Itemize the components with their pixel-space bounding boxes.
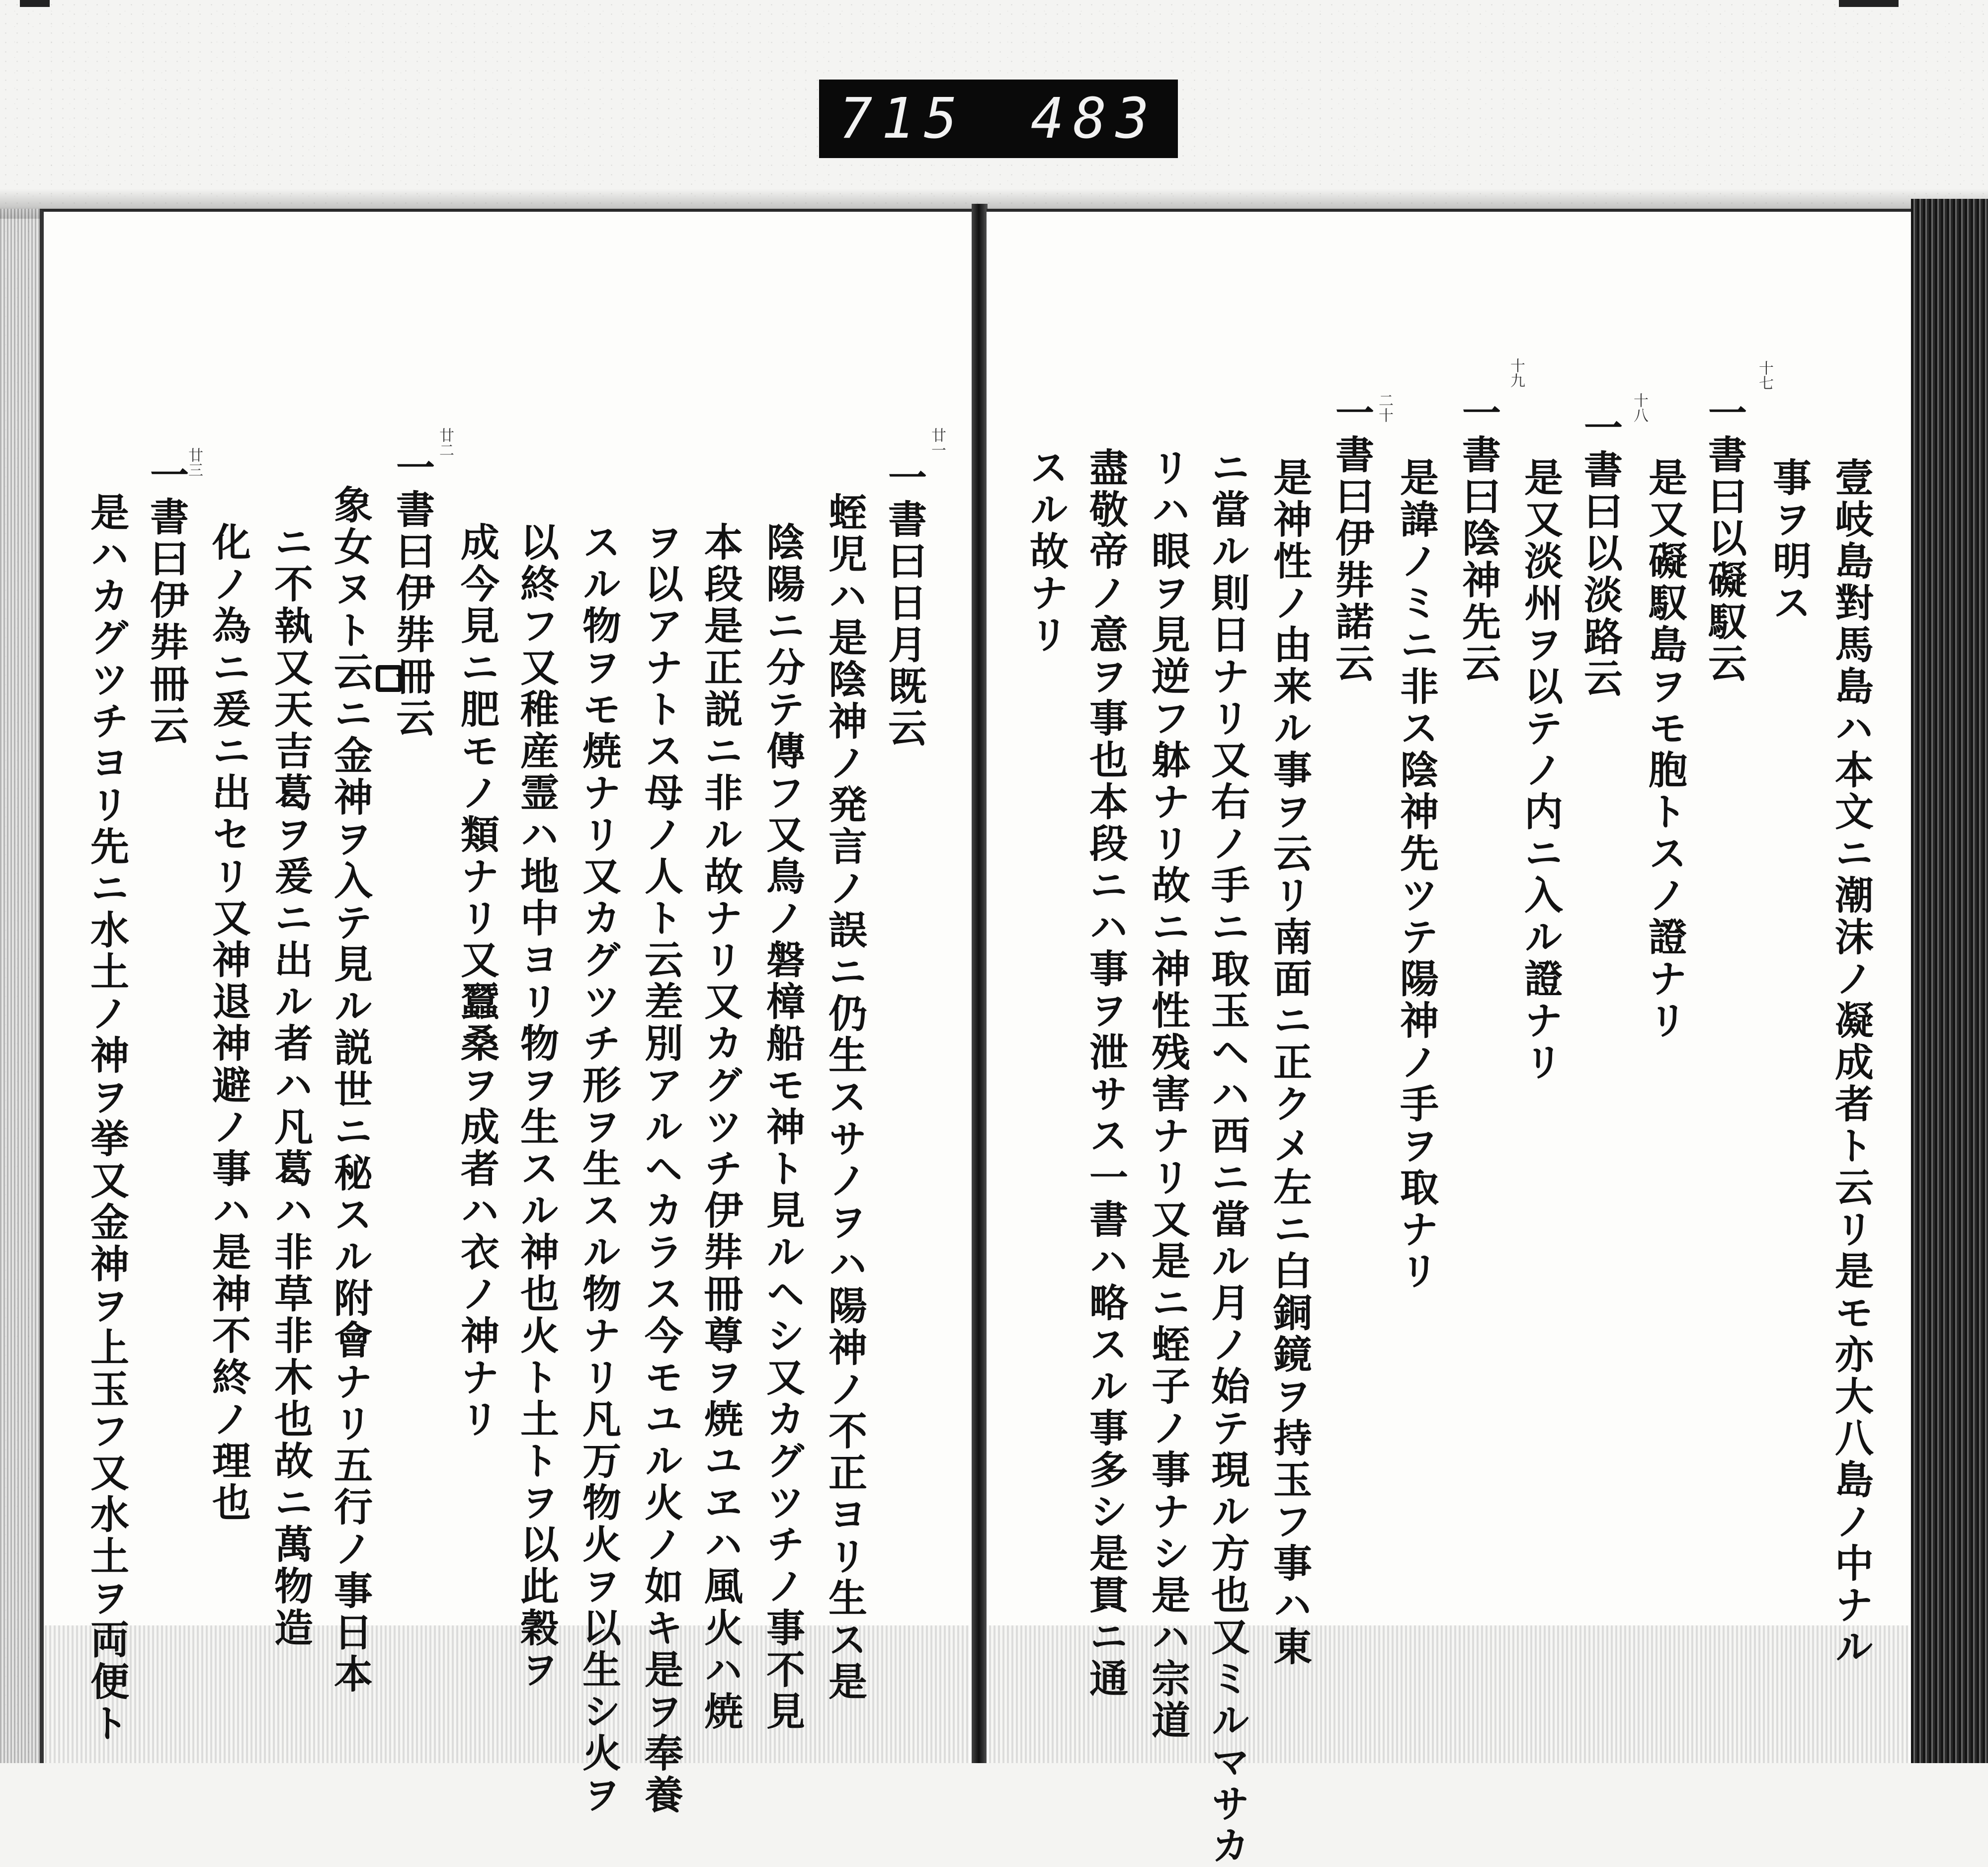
text-column: 成今見ニ肥モノ類ナリ又蠶桑ヲ成者ハ衣ノ神ナリ: [454, 522, 499, 1441]
corner-mark-left: [20, 0, 50, 7]
text-column: リハ眼ヲ見逆フ躰ナリ故ニ神性残害ナリ又是ニ蛭子ノ事ナシ是ハ宗道: [1145, 447, 1190, 1742]
text-column: 一書曰以礙馭云: [1702, 393, 1747, 685]
text-column: 壹岐島對馬島ハ本文ニ潮沫ノ凝成者ト云リ是モ亦大八島ノ中ナル: [1828, 457, 1874, 1668]
text-column: 是ハカグツチヨリ先ニ水土ノ神ヲ挙又金神ヲ上玉フ又水土ヲ両便ト: [84, 492, 129, 1745]
text-column: スル物ヲモ焼ナリ又カグツチ形ヲ生スル物ナリ凡万物火ヲ以生シ火ヲ: [576, 522, 621, 1816]
page-edge-right: [1911, 199, 1988, 1763]
text-column: ニ當ル則日ナリ又右ノ手ニ取玉ヘハ西ニ當ル月ノ始テ現ル方也又ミルマサカ: [1205, 447, 1250, 1867]
text-column: 一書曰伊弉諾云: [1329, 393, 1374, 685]
section-number: 廿二: [436, 427, 454, 457]
text-column: ニ不執又天吉葛ヲ爰ニ出ル者ハ凡葛ハ非草非木也故ニ萬物造: [268, 522, 313, 1649]
text-column: 一書曰伊弉冊云: [144, 455, 189, 747]
text-column: ヲ以アナトス母ノ人ト云差別アルヘカラス今モユル火ノ如キ是ヲ奉養: [638, 522, 683, 1816]
text-column: スル故ナリ: [1023, 447, 1069, 656]
text-column: 盡敬帝ノ意ヲ事也本段ニハ事ヲ泄サス一書ハ略スル事多シ是貫ニ通: [1083, 447, 1128, 1700]
text-column: 是諱ノミニ非ス陰神先ツテ陽神ノ手ヲ取ナリ: [1394, 457, 1439, 1292]
text-column: 是又礙馭島ヲモ胞トスノ證ナリ: [1642, 457, 1687, 1042]
frame-counter: [819, 80, 1178, 158]
text-column: 本段是正説ニ非ル故ナリ又カグツチ伊弉冊尊ヲ焼ユヱハ風火ハ焼: [698, 522, 743, 1733]
text-column: 一書曰以淡路云: [1577, 408, 1623, 700]
page-edge-left: [0, 209, 40, 1763]
section-number: 廿一: [928, 427, 946, 457]
corner-mark-right: [1839, 0, 1899, 7]
text-column: 以終フ又稚産霊ハ地中ヨリ物ヲ生スル神也火ト土トヲ以此穀ヲ: [514, 522, 559, 1691]
text-column: 象女ヌト云ニ金神ヲ入テ見ル説世ニ秘スル附會ナリ五行ノ事日本: [328, 485, 373, 1696]
text-column: 蛭児ハ是陰神ノ発言ノ誤ニ仍生スサノヲハ陽神ノ不正ヨリ生ス是: [822, 492, 867, 1703]
frame-number-left: 715: [839, 86, 967, 151]
text-column: 一書曰陰神先云: [1456, 393, 1501, 685]
text-column: 化ノ為ニ爰ニ出セリ又神退神避ノ事ハ是神不終ノ理也: [206, 522, 251, 1524]
text-column: 一書曰日月既云: [882, 457, 927, 750]
section-number: 二十: [1376, 393, 1393, 423]
text-column: 一書曰伊弉冊云: [390, 447, 435, 740]
text-column: 事ヲ明ス: [1766, 457, 1812, 624]
text-column: 陰陽ニ分テ傳フ又鳥ノ磐樟船モ神ト見ルヘシ又カグツチノ事不見: [760, 522, 805, 1733]
text-column: 是神性ノ由来ル事ヲ云リ南面ニ正クメ左ニ白銅鏡ヲ持玉フ事ハ東: [1267, 457, 1312, 1668]
frame-number-right: 483: [1030, 86, 1158, 151]
section-number: 廿三: [185, 447, 203, 477]
section-number: 十七: [1756, 360, 1773, 390]
section-number: 十九: [1507, 358, 1525, 388]
book-gutter: [972, 204, 988, 1763]
text-column: 是又淡州ヲ以テノ内ニ入ル證ナリ: [1518, 457, 1563, 1084]
section-number: 十八: [1631, 393, 1648, 423]
